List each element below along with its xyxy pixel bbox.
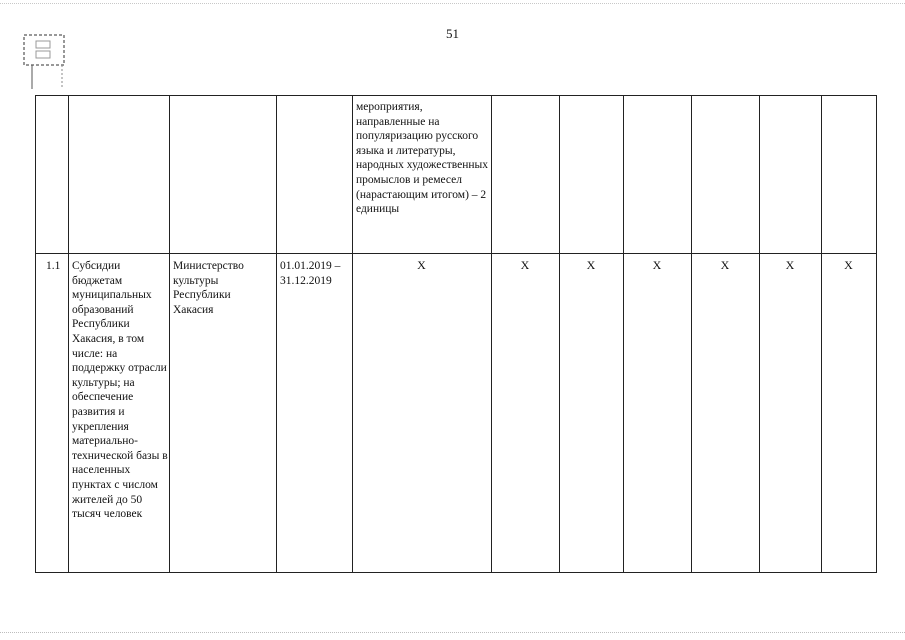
not-applicable-mark: X <box>586 258 596 272</box>
table-rule <box>821 95 822 572</box>
not-applicable-mark: X <box>520 258 530 272</box>
table-rule <box>691 95 692 572</box>
table-rule <box>623 95 624 572</box>
not-applicable-mark: X <box>720 258 730 272</box>
executor: Министерство культуры Республики Хакасия <box>173 260 244 316</box>
not-applicable-mark: X <box>417 258 426 272</box>
table-rule <box>876 95 877 572</box>
measure-name: Субсидии бюджетам муниципальных образований Республики Хакасия, в том числе: на поддержку отрасли культуры; на обеспечение развития и укрепления материально-технической базы в населенных пунктах с числом жителей до 50 тысяч человек <box>72 260 168 521</box>
table-rule <box>35 95 877 96</box>
table-rule <box>35 253 877 254</box>
table-rule <box>35 95 36 572</box>
table-rule <box>68 95 69 572</box>
indicator-cell: мероприятия, направленные на популяризацию русского языка и литературы, народных художественных промыслов и ремесел (нарастающим итогом) – 2 единицы <box>356 101 489 216</box>
not-applicable-mark: X <box>844 258 853 272</box>
table-rule <box>352 95 353 572</box>
table-rule <box>759 95 760 572</box>
page-number: 51 <box>446 26 459 41</box>
not-applicable-mark: X <box>785 258 795 272</box>
scan-noise-bottom <box>0 632 905 634</box>
table-rule <box>559 95 560 572</box>
scan-noise-top <box>0 3 905 5</box>
table-rule <box>491 95 492 572</box>
registration-stamp <box>22 33 68 91</box>
not-applicable-mark: X <box>652 258 662 272</box>
table-rule <box>276 95 277 572</box>
implementation-period: 01.01.2019 – 31.12.2019 <box>280 260 341 287</box>
table-rule <box>35 572 877 573</box>
table-rule <box>169 95 170 572</box>
row-number: 1.1 <box>46 260 61 272</box>
